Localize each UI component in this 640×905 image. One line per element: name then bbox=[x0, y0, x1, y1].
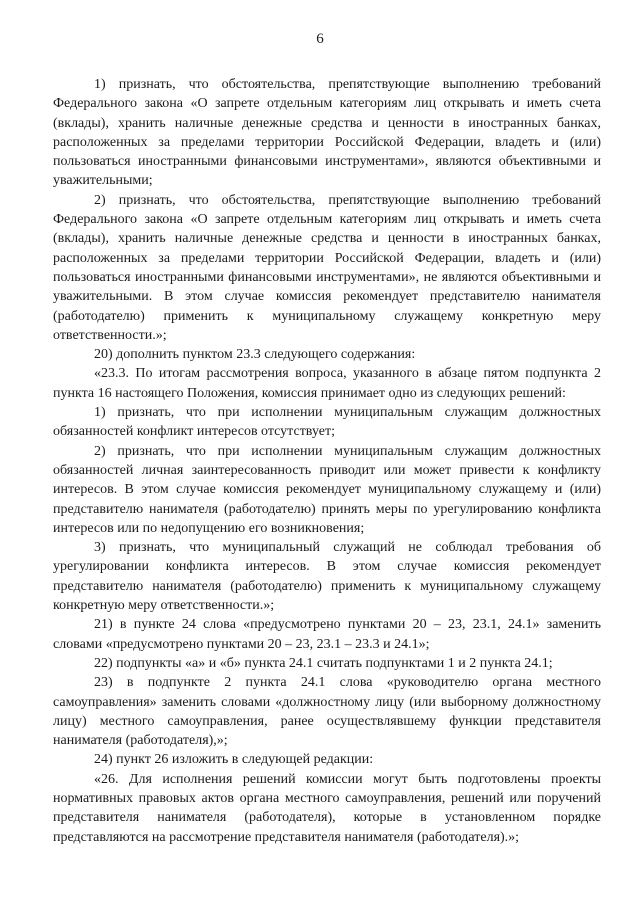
paragraph-1: 1) признать, что обстоятельства, препятствующие выполнению требований Федерального закона «О запрете отдельным категориям лиц открывать и иметь счета (вклады), хранить наличные денежные средства и ценности в иностранных банках, расположенных за пределами территории Российской Федерации, владеть и (или) пользоваться иностранными финансовыми инструментами», являются объективными и уважительными; bbox=[53, 77, 601, 189]
paragraph-2: 2) признать, что обстоятельства, препятствующие выполнению требований Федерального закона «О запрете отдельным категориям лиц открывать и иметь счета (вклады), хранить наличные денежные средства и ценности в иностранных банках, расположенных за пределами территории Российской Федерации, владеть и (или) пользоваться иностранными финансовыми инструментами», не являются объективными и уважительными. В этом случае комиссия рекомендует представителю нанимателя (работодателю) применить к муниципальному служащему конкретную меру ответственности.»; bbox=[53, 192, 601, 343]
paragraph-3: 20) дополнить пунктом 23.3 следующего содержания: bbox=[94, 347, 416, 363]
paragraph-4: «23.3. По итогам рассмотрения вопроса, указанного в абзаце пятом подпункта 2 пункта 16 настоящего Положения, комиссия принимает одно из следующих решений: bbox=[53, 366, 601, 401]
paragraph-12: «26. Для исполнения решений комиссии могут быть подготовлены проекты нормативных правовых актов органа местного самоуправления, решений или поручений представителя нанимателя (работодателя), которые в установленном порядке представляются на рассмотрение представителя нанимателя (работодателя).»; bbox=[53, 771, 601, 845]
paragraph-6: 2) признать, что при исполнении муниципальным служащим должностных обязанностей личная заинтересованность приводит или может привести к конфликту интересов. В этом случае комиссия рекомендует муниципальному служащему и (или) представителю нанимателя (работодателю) принять меры по урегулированию конфликта интересов или по недопущению его возникновения; bbox=[53, 443, 601, 536]
paragraph-9: 22) подпункты «а» и «б» пункта 24.1 считать подпунктами 1 и 2 пункта 24.1; bbox=[94, 655, 553, 671]
document-body bbox=[53, 75, 601, 847]
paragraph-5: 1) признать, что при исполнении муниципальным служащим должностных обязанностей конфликт интересов отсутствует; bbox=[53, 405, 601, 440]
paragraph-11: 24) пункт 26 изложить в следующей редакции: bbox=[94, 752, 374, 768]
paragraph-10: 23) в подпункте 2 пункта 24.1 слова «руководителю органа местного самоуправления» заменить словами «должностному лицу (или выборному должностному лицу) местного самоуправления, ранее осуществлявшему функции представителя нанимателя (работодателя),»; bbox=[53, 675, 601, 749]
page-number: 6 bbox=[316, 31, 324, 47]
paragraph-8: 21) в пункте 24 слова «предусмотрено пунктами 20 – 23, 23.1, 24.1» заменить словами «предусмотрено пунктами 20 – 23, 23.1 – 23.3 и 24.1»; bbox=[53, 617, 601, 652]
paragraph-7: 3) признать, что муниципальный служащий не соблюдал требования об урегулировании конфликта интересов. В этом случае комиссия рекомендует представителю нанимателя (работодателю) применить к муниципальному служащему конкретную меру ответственности.»; bbox=[53, 540, 601, 614]
